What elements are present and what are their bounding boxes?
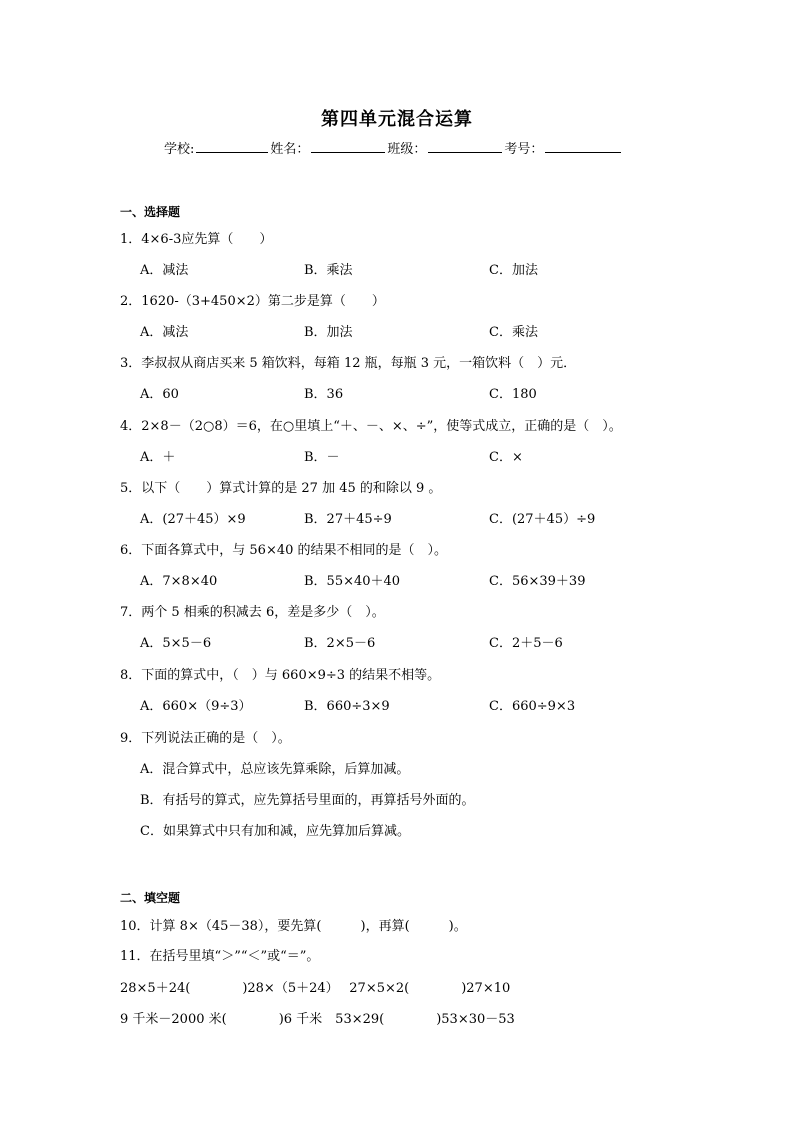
question-10: 10．计算 8×（45－38），要先算( )，再算( )。 xyxy=(120,919,467,934)
q7-option-c[interactable]: C．2＋5－6 xyxy=(489,636,563,651)
school-label: 学校: xyxy=(164,142,195,157)
q2-option-c[interactable]: C．乘法 xyxy=(489,325,538,340)
q1-option-a[interactable]: A．减法 xyxy=(140,263,189,278)
q6-option-a[interactable]: A．7×8×40 xyxy=(140,574,218,589)
question-9: 9．下列说法正确的是（ ）。 xyxy=(120,731,291,746)
student-info-row xyxy=(164,138,634,157)
q3-option-a[interactable]: A．60 xyxy=(140,387,179,402)
question-1: 1．4×6-3应先算（ ） xyxy=(120,232,273,247)
q4-option-c[interactable]: C．× xyxy=(489,450,523,465)
page-title: 第四单元混合运算 xyxy=(321,109,473,130)
class-blank[interactable] xyxy=(428,138,502,153)
section-heading-choice: 一、选择题 xyxy=(120,205,181,219)
q4-option-b[interactable]: B．－ xyxy=(304,450,340,465)
question-11: 11．在括号里填“＞”“＜”或“＝”。 xyxy=(120,949,320,964)
q8-option-c[interactable]: C．660÷9×3 xyxy=(489,699,576,714)
q9-option-b[interactable]: B．有括号的算式，应先算括号里面的，再算括号外面的。 xyxy=(140,793,475,808)
q1-option-b[interactable]: B．乘法 xyxy=(304,263,353,278)
q3-option-b[interactable]: B．36 xyxy=(304,387,344,402)
q7-option-a[interactable]: A．5×5－6 xyxy=(140,636,212,651)
exam-no-label: 考号： xyxy=(504,142,544,157)
q5-option-c[interactable]: C．(27＋45）÷9 xyxy=(489,512,596,527)
fill-comparison-row-2: 9 千米－2000 米( )6 千米 53×29( )53×30－53 xyxy=(120,1012,515,1027)
q9-option-c[interactable]: C．如果算式中只有加和减，应先算加后算减。 xyxy=(140,824,410,839)
question-8: 8．下面的算式中，（ ）与 660×9÷3 的结果不相等。 xyxy=(120,668,441,683)
q6-option-c[interactable]: C．56×39＋39 xyxy=(489,574,586,589)
exam-no-blank[interactable] xyxy=(545,138,621,153)
q2-option-b[interactable]: B．加法 xyxy=(304,325,353,340)
q3-option-c[interactable]: C．180 xyxy=(489,387,537,402)
question-7: 7．两个 5 相乘的积减去 6，差是多少（ ）。 xyxy=(120,605,385,620)
q2-option-a[interactable]: A．减法 xyxy=(140,325,189,340)
q5-option-b[interactable]: B．27＋45÷9 xyxy=(304,512,392,527)
question-4: 4．2×8－（2○8）＝6，在○里填上“＋、－、×、÷”，使等式成立，正确的是（ ）。 xyxy=(120,419,622,434)
q8-option-b[interactable]: B．660÷3×9 xyxy=(304,699,390,714)
name-label: 姓名： xyxy=(270,142,310,157)
question-2: 2．1620-（3+450×2）第二步是算（ ） xyxy=(120,294,385,309)
section-heading-fill: 二、填空题 xyxy=(120,891,181,905)
name-blank[interactable] xyxy=(311,138,385,153)
q7-option-b[interactable]: B．2×5－6 xyxy=(304,636,376,651)
q4-option-a[interactable]: A．＋ xyxy=(140,450,176,465)
q6-option-b[interactable]: B．55×40＋40 xyxy=(304,574,401,589)
q1-option-c[interactable]: C．加法 xyxy=(489,263,538,278)
class-label: 班级： xyxy=(387,142,427,157)
q5-option-a[interactable]: A．(27＋45）×9 xyxy=(140,512,246,527)
q8-option-a[interactable]: A．660×（9÷3） xyxy=(140,699,252,714)
fill-comparison-row-1: 28×5＋24( )28×（5＋24） 27×5×2( )27×10 xyxy=(120,981,511,996)
q9-option-a[interactable]: A．混合算式中，总应该先算乘除，后算加减。 xyxy=(140,762,410,777)
school-blank[interactable] xyxy=(196,138,268,153)
question-6: 6．下面各算式中，与 56×40 的结果不相同的是（ ）。 xyxy=(120,543,448,558)
question-5: 5．以下（ ）算式计算的是 27 加 45 的和除以 9 。 xyxy=(120,481,442,496)
question-3: 3．李叔叔从商店买来 5 箱饮料，每箱 12 瓶，每瓶 3 元，一箱饮料（ ）元． xyxy=(120,356,577,371)
